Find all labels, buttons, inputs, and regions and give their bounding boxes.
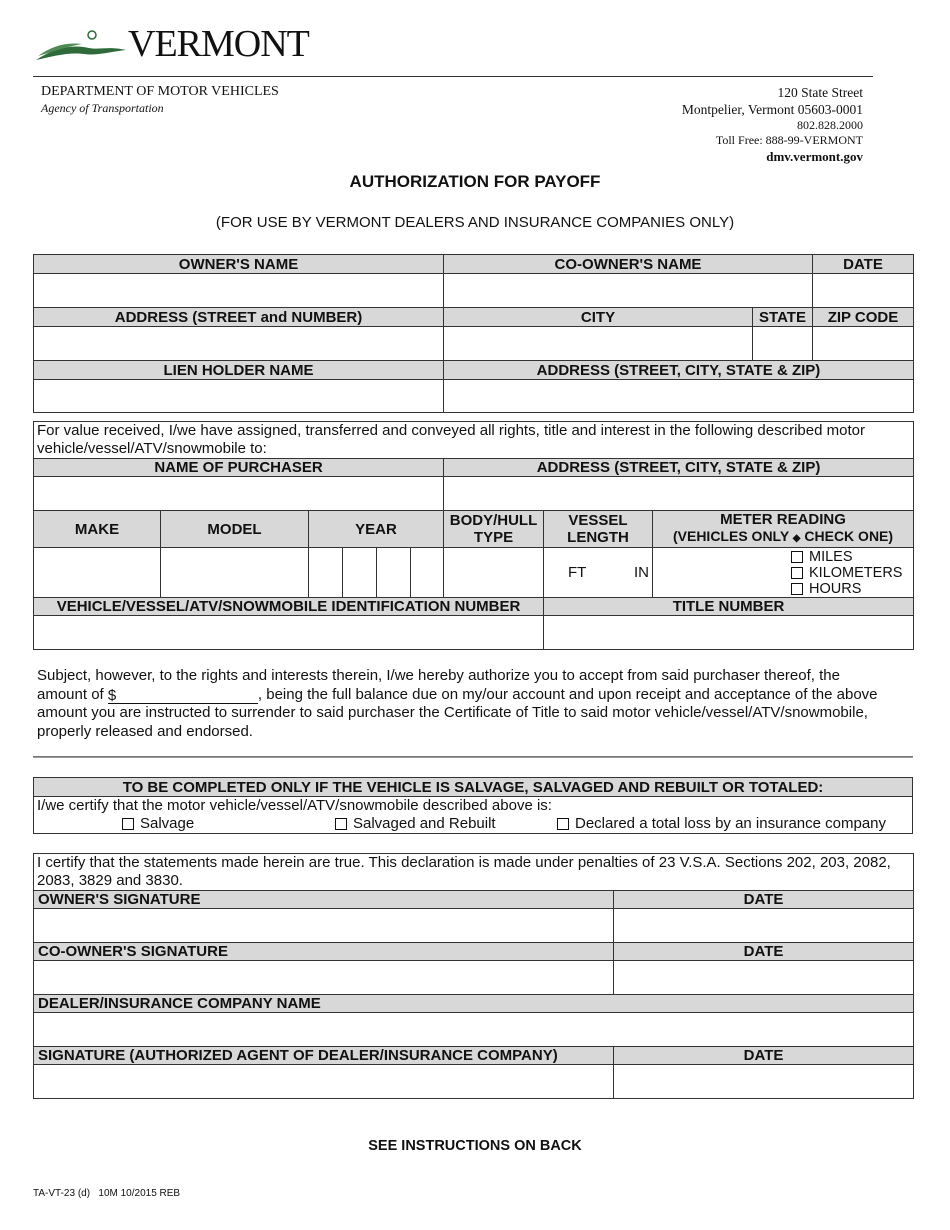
coowner-signature-field[interactable] [34, 961, 614, 995]
miles-label: MILES [809, 548, 853, 565]
page-subtitle: (FOR USE BY VERMONT DEALERS AND INSURANCE COMPANIES ONLY) [215, 214, 735, 231]
agent-signature-field[interactable] [34, 1065, 614, 1099]
year-digit-2[interactable] [343, 548, 377, 598]
salvage-header: TO BE COMPLETED ONLY IF THE VEHICLE IS SALVAGE, SALVAGED AND REBUILT OR TOTALED: [34, 778, 913, 797]
lien-address-field[interactable] [444, 380, 914, 413]
signature-table [33, 853, 914, 1099]
owner-table [33, 254, 914, 413]
lien-holder-field[interactable] [34, 380, 444, 413]
make-header: MAKE [34, 511, 161, 548]
state-field[interactable] [753, 327, 813, 361]
salvage-option[interactable] [122, 815, 194, 833]
certify-statement: I certify that the statements made herein are true. This declaration is made under penalties of 23 V.S.A. Sections 202, 203, 2082, 2083, 3829 and 3830. [34, 854, 914, 891]
toll-free: Toll Free: 888-99-VERMONT [715, 133, 863, 147]
total-loss-checkbox[interactable] [557, 818, 569, 830]
model-header: MODEL [161, 511, 309, 548]
body-hull-header: BODY/HULL TYPE [444, 511, 544, 548]
see-instructions: SEE INSTRUCTIONS ON BACK [368, 1138, 582, 1154]
total-loss-option[interactable] [557, 815, 886, 833]
year-header: YEAR [309, 511, 444, 548]
purchaser-name-header: NAME OF PURCHASER [34, 459, 444, 477]
rebuilt-label: Salvaged and Rebuilt [353, 815, 496, 832]
zip-field[interactable] [813, 327, 914, 361]
coowner-date-header: DATE [614, 943, 914, 961]
vessel-length-field[interactable] [544, 548, 653, 598]
meter-options [653, 548, 914, 598]
owners-name-header: OWNER'S NAME [34, 255, 444, 274]
meter-reading-sub [657, 528, 909, 547]
hours-option[interactable] [791, 581, 913, 597]
city-header: CITY [444, 308, 753, 327]
agent-date-header: DATE [614, 1047, 914, 1065]
auth-line-2 [37, 686, 912, 705]
department-name: DEPARTMENT OF MOTOR VEHICLES [41, 84, 279, 99]
state-header: STATE [753, 308, 813, 327]
owner-date-header: DATE [614, 891, 914, 909]
dollar-sign: $ [107, 687, 117, 704]
miles-checkbox[interactable] [791, 551, 803, 563]
auth-line-3: amount you are instructed to surrender to said purchaser the Certificate of Title to said motor vehicle/vessel/ATV/snowmobile, [37, 704, 868, 721]
vin-field[interactable] [34, 616, 544, 650]
year-digit-3[interactable] [377, 548, 411, 598]
salvage-table [33, 777, 913, 834]
owner-signature-field[interactable] [34, 909, 614, 943]
body-hull-field[interactable] [444, 548, 544, 598]
coowner-date-field[interactable] [614, 961, 914, 995]
rebuilt-checkbox[interactable] [335, 818, 347, 830]
salvage-body [34, 797, 913, 834]
address-field[interactable] [34, 327, 444, 361]
vermont-logo [34, 23, 309, 68]
diamond-icon: ◆ [792, 533, 801, 544]
address-city: Montpelier, Vermont 05603-0001 [681, 102, 863, 117]
dealer-name-header: DEALER/INSURANCE COMPANY NAME [34, 995, 914, 1013]
lien-address-header: ADDRESS (STREET, CITY, STATE & ZIP) [444, 361, 914, 380]
agency-name: Agency of Transportation [41, 101, 164, 115]
meter-sub-right: CHECK ONE) [804, 528, 894, 544]
agent-signature-header: SIGNATURE (AUTHORIZED AGENT OF DEALER/INSURANCE COMPANY) [34, 1047, 614, 1065]
date-field[interactable] [813, 274, 914, 308]
agent-date-field[interactable] [614, 1065, 914, 1099]
in-label: IN [634, 564, 649, 581]
purchaser-address-field[interactable] [444, 477, 914, 511]
hours-label: HOURS [809, 580, 862, 597]
transfer-statement: For value received, I/we have assigned, transferred and conveyed all rights, title and interest in the following described motor vehicle/vessel/ATV/snowmobile to: [34, 422, 914, 459]
ft-label: FT [568, 564, 587, 581]
meter-reading-title: METER READING [720, 511, 846, 528]
total-loss-label: Declared a total loss by an insurance company [575, 815, 887, 832]
auth-line-4: properly released and endorsed. [37, 722, 253, 740]
owner-date-field[interactable] [614, 909, 914, 943]
year-digit-4[interactable] [411, 548, 444, 598]
model-field[interactable] [161, 548, 309, 598]
salvage-options [37, 815, 909, 833]
meter-sub-left: (VEHICLES ONLY [672, 528, 789, 544]
form-code: TA-VT-23 (d) 10M 10/2015 REB [33, 1188, 181, 1199]
section-divider [33, 756, 913, 758]
purchaser-name-field[interactable] [34, 477, 444, 511]
lien-holder-header: LIEN HOLDER NAME [34, 361, 444, 380]
city-field[interactable] [444, 327, 753, 361]
website: dmv.vermont.gov [766, 149, 863, 164]
purchaser-address-header: ADDRESS (STREET, CITY, STATE & ZIP) [444, 459, 914, 477]
dealer-name-field[interactable] [34, 1013, 914, 1047]
kilometers-label: KILOMETERS [809, 564, 903, 581]
authorization-paragraph [37, 667, 912, 741]
salvage-checkbox[interactable] [122, 818, 134, 830]
address-block [603, 84, 863, 165]
kilometers-option[interactable] [791, 565, 913, 581]
owners-name-field[interactable] [34, 274, 444, 308]
miles-option[interactable] [791, 549, 913, 565]
address-header: ADDRESS (STREET and NUMBER) [34, 308, 444, 327]
amount-field[interactable] [108, 687, 258, 704]
kilometers-checkbox[interactable] [791, 567, 803, 579]
page-title: AUTHORIZATION FOR PAYOFF [349, 172, 601, 191]
vermont-wordmark: VERMONT [128, 23, 309, 65]
vehicle-table [33, 421, 914, 650]
rebuilt-option[interactable] [335, 815, 496, 833]
vin-header: VEHICLE/VESSEL/ATV/SNOWMOBILE IDENTIFICATION NUMBER [34, 598, 544, 616]
make-field[interactable] [34, 548, 161, 598]
amount-prefix: amount of [37, 685, 104, 703]
title-number-field[interactable] [544, 616, 914, 650]
zip-header: ZIP CODE [813, 308, 914, 327]
co-owners-name-header: CO-OWNER'S NAME [444, 255, 813, 274]
mountain-logo-icon [34, 26, 134, 66]
owner-signature-header: OWNER'S SIGNATURE [34, 891, 614, 909]
address-street: 120 State Street [777, 85, 863, 100]
auth-line-2-rest: , being the full balance due on my/our account and upon receipt and acceptance of the above [257, 685, 878, 703]
hours-checkbox[interactable] [791, 583, 803, 595]
co-owners-name-field[interactable] [444, 274, 813, 308]
vessel-length-header: VESSEL LENGTH [544, 511, 653, 548]
title-number-header: TITLE NUMBER [544, 598, 914, 616]
salvage-label: Salvage [140, 815, 195, 832]
date-header: DATE [813, 255, 914, 274]
salvage-certify-text: I/we certify that the motor vehicle/vessel/ATV/snowmobile described above is: [37, 797, 552, 814]
coowner-signature-header: CO-OWNER'S SIGNATURE [34, 943, 614, 961]
header-divider [33, 76, 873, 77]
meter-reading-header [653, 511, 914, 548]
auth-line-1: Subject, however, to the rights and interests therein, I/we hereby authorize you to accept from said purchaser thereof, the [37, 667, 840, 684]
year-digit-1[interactable] [309, 548, 343, 598]
phone: 802.828.2000 [797, 118, 863, 132]
